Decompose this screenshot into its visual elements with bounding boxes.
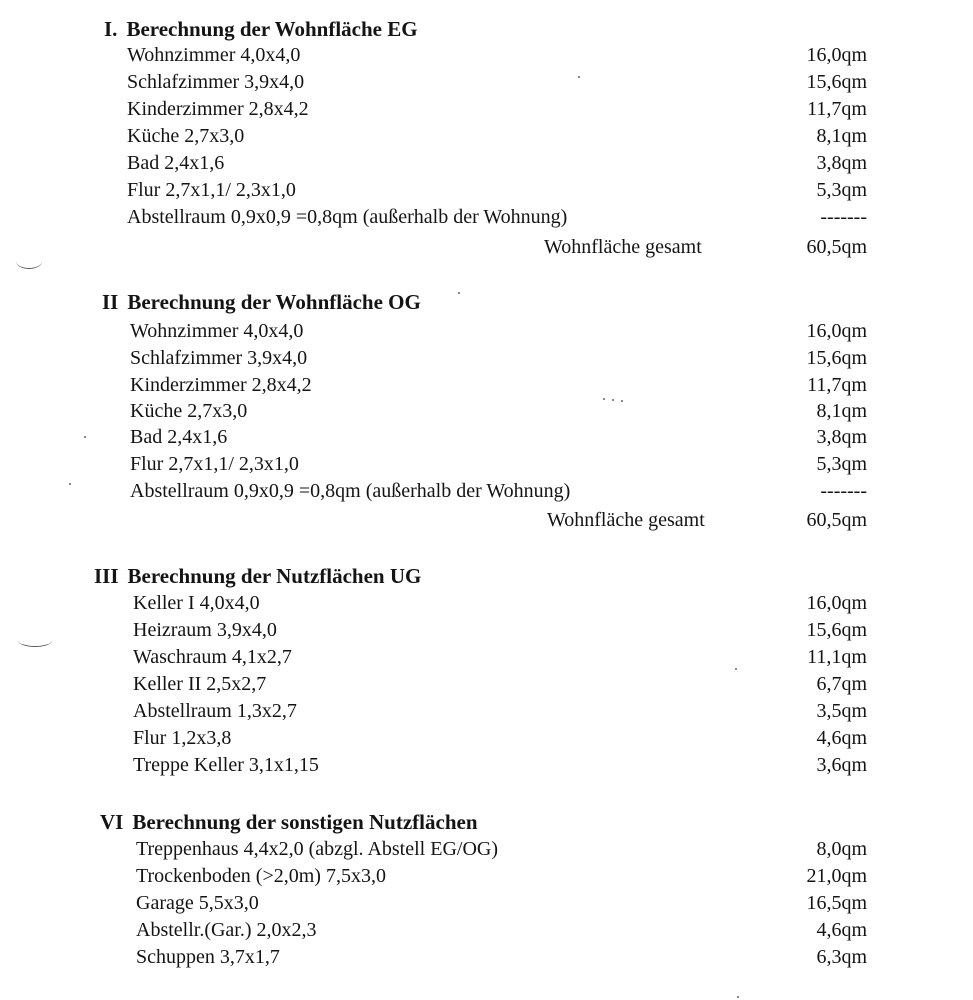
list-item	[0, 890, 973, 917]
scan-speck	[458, 292, 460, 294]
row-label: Abstellr.(Gar.) 2,0x2,3	[136, 919, 317, 941]
section-title: Berechnung der sonstigen Nutzflächen	[132, 810, 478, 834]
row-value: 21,0qm	[806, 865, 867, 887]
row-label: Garage 5,5x3,0	[136, 892, 259, 914]
row-label: Schlafzimmer 3,9x4,0	[130, 347, 308, 369]
section-title: Berechnung der Nutzflächen UG	[127, 564, 422, 588]
row-label: Kinderzimmer 2,8x4,2	[127, 98, 309, 120]
row-label: Wohnzimmer 4,0x4,0	[127, 44, 301, 66]
section-title: Berechnung der Wohnfläche OG	[127, 290, 421, 314]
total-label: Wohnfläche gesamt	[547, 509, 705, 531]
scan-speck	[69, 483, 71, 485]
row-label: Treppenhaus 4,4x2,0 (abzgl. Abstell EG/OG)	[136, 838, 498, 860]
row-label: Abstellraum 0,9x0,9 =0,8qm (außerhalb der Wohnung)	[127, 206, 568, 228]
row-value: -------	[820, 206, 867, 228]
row-value: 5,3qm	[816, 453, 867, 475]
row-value: 6,7qm	[816, 673, 867, 695]
list-item	[0, 177, 973, 204]
list-item	[0, 398, 973, 425]
scan-speck	[84, 436, 86, 438]
list-item	[0, 617, 973, 644]
row-label: Abstellraum 1,3x2,7	[133, 700, 297, 722]
list-item	[0, 69, 973, 96]
section-heading	[94, 563, 421, 590]
row-value: 8,0qm	[816, 838, 867, 860]
scan-speck	[603, 398, 605, 400]
punch-hole-mark	[16, 254, 42, 269]
section-number: II	[102, 290, 119, 314]
row-value: 11,7qm	[807, 98, 867, 120]
row-value: 5,3qm	[816, 179, 867, 201]
list-item	[0, 372, 973, 399]
section-number: I.	[104, 17, 118, 41]
list-item	[0, 671, 973, 698]
list-item	[0, 836, 973, 863]
list-item	[0, 318, 973, 345]
section-number: III	[94, 564, 119, 588]
row-value: 4,6qm	[816, 727, 867, 749]
list-item	[0, 752, 973, 779]
total-row	[0, 234, 973, 261]
list-item	[0, 478, 973, 505]
row-value: 15,6qm	[806, 619, 867, 641]
row-label: Heizraum 3,9x4,0	[133, 619, 277, 641]
list-item	[0, 590, 973, 617]
list-item	[0, 944, 973, 971]
row-label: Trockenboden (>2,0m) 7,5x3,0	[136, 865, 386, 887]
scan-speck	[735, 668, 737, 670]
row-label: Waschraum 4,1x2,7	[133, 646, 292, 668]
row-value: 3,8qm	[816, 426, 867, 448]
row-value: 16,0qm	[806, 44, 867, 66]
total-label: Wohnfläche gesamt	[544, 236, 702, 258]
section-heading	[100, 809, 478, 836]
row-value: 15,6qm	[806, 347, 867, 369]
punch-hole-mark	[18, 634, 52, 647]
total-row	[0, 507, 973, 534]
row-value: 16,0qm	[806, 320, 867, 342]
list-item	[0, 424, 973, 451]
row-label: Küche 2,7x3,0	[127, 125, 245, 147]
row-label: Wohnzimmer 4,0x4,0	[130, 320, 304, 342]
total-value: 60,5qm	[806, 509, 867, 531]
row-value: 8,1qm	[816, 400, 867, 422]
row-value: 3,8qm	[816, 152, 867, 174]
row-label: Küche 2,7x3,0	[130, 400, 248, 422]
row-label: Flur 2,7x1,1/ 2,3x1,0	[130, 453, 299, 475]
row-label: Keller I 4,0x4,0	[133, 592, 260, 614]
scan-speck	[621, 400, 623, 402]
scan-speck	[578, 76, 580, 78]
list-item	[0, 345, 973, 372]
list-item	[0, 123, 973, 150]
row-label: Abstellraum 0,9x0,9 =0,8qm (außerhalb der Wohnung)	[130, 480, 571, 502]
row-label: Keller II 2,5x2,7	[133, 673, 267, 695]
row-label: Schlafzimmer 3,9x4,0	[127, 71, 305, 93]
scan-speck	[612, 399, 614, 401]
row-value: 16,5qm	[806, 892, 867, 914]
row-value: 11,7qm	[807, 374, 867, 396]
list-item	[0, 204, 973, 231]
list-item	[0, 863, 973, 890]
section-number: VI	[100, 810, 124, 834]
section-title: Berechnung der Wohnfläche EG	[126, 17, 418, 41]
row-label: Bad 2,4x1,6	[127, 152, 225, 174]
row-value: 6,3qm	[816, 946, 867, 968]
row-value: 16,0qm	[806, 592, 867, 614]
row-value: 8,1qm	[816, 125, 867, 147]
list-item	[0, 150, 973, 177]
section-heading	[102, 289, 421, 316]
total-value: 60,5qm	[806, 236, 867, 258]
list-item	[0, 644, 973, 671]
row-label: Kinderzimmer 2,8x4,2	[130, 374, 312, 396]
list-item	[0, 96, 973, 123]
section-heading	[104, 16, 418, 43]
row-label: Treppe Keller 3,1x1,15	[133, 754, 319, 776]
row-label: Flur 2,7x1,1/ 2,3x1,0	[127, 179, 296, 201]
row-label: Flur 1,2x3,8	[133, 727, 232, 749]
list-item	[0, 698, 973, 725]
row-value: 3,6qm	[816, 754, 867, 776]
list-item	[0, 451, 973, 478]
scan-speck	[737, 996, 739, 998]
row-label: Schuppen 3,7x1,7	[136, 946, 280, 968]
row-value: 3,5qm	[816, 700, 867, 722]
row-value: 4,6qm	[816, 919, 867, 941]
list-item	[0, 725, 973, 752]
row-value: -------	[820, 480, 867, 502]
row-label: Bad 2,4x1,6	[130, 426, 228, 448]
row-value: 15,6qm	[806, 71, 867, 93]
list-item	[0, 42, 973, 69]
row-value: 11,1qm	[807, 646, 867, 668]
list-item	[0, 917, 973, 944]
